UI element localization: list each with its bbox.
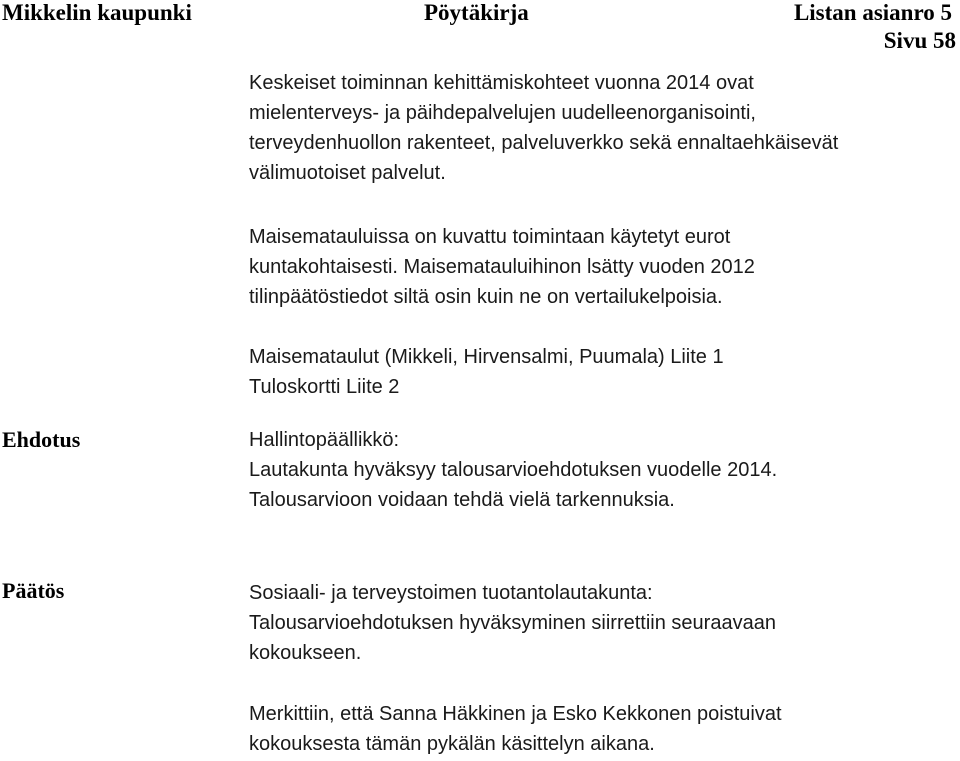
- text-line: Maisemataulut (Mikkeli, Hirvensalmi, Puumala) Liite 1: [249, 346, 724, 368]
- paatos-label: Päätös: [2, 578, 65, 603]
- list-item-number: Listan asianro 5: [793, 0, 952, 25]
- paatos-content: [249, 578, 949, 668]
- text-line: Talousarvioon voidaan tehdä vielä tarkennuksia.: [249, 489, 675, 511]
- paatos-note: [249, 699, 949, 759]
- text-line: Tuloskortti Liite 2: [249, 376, 400, 398]
- text-line: Keskeiset toiminnan kehittämiskohteet vuonna 2014 ovat: [249, 72, 754, 94]
- paragraph-attachments: [249, 342, 949, 402]
- paragraph-development-targets: [249, 68, 949, 188]
- ehdotus-label: Ehdotus: [2, 427, 81, 452]
- text-line: Talousarvioehdotuksen hyväksyminen siirrettiin seuraavaan: [249, 612, 776, 634]
- text-line: Maisematauluissa on kuvattu toimintaan käytetyt eurot: [249, 226, 731, 248]
- page-header: [0, 0, 960, 60]
- document-type: Pöytäkirja: [424, 0, 529, 25]
- text-line: mielenterveys- ja päihdepalvelujen uudelleenorganisointi,: [249, 102, 756, 124]
- text-line: Merkittiin, että Sanna Häkkinen ja Esko Kekkonen poistuivat: [249, 703, 782, 725]
- text-line: tilinpäätöstiedot siltä osin kuin ne on vertailukelpoisia.: [249, 286, 723, 308]
- text-line: Lautakunta hyväksyy talousarvioehdotuksen vuodelle 2014.: [249, 459, 778, 481]
- text-line: kokoukseen.: [249, 642, 362, 664]
- text-line: Hallintopäällikkö:: [249, 429, 400, 451]
- organization-name: Mikkelin kaupunki: [2, 0, 192, 25]
- paragraph-landscape-tables: [249, 222, 949, 312]
- page-number: Sivu 58: [883, 28, 956, 53]
- text-line: kuntakohtaisesti. Maisematauluihinon lsätty vuoden 2012: [249, 256, 755, 278]
- text-line: terveydenhuollon rakenteet, palveluverkko sekä ennaltaehkäisevät: [249, 132, 839, 154]
- text-line: Sosiaali- ja terveystoimen tuotantolautakunta:: [249, 582, 653, 604]
- ehdotus-content: [249, 425, 949, 515]
- text-line: välimuotoiset palvelut.: [249, 162, 446, 184]
- text-line: kokouksesta tämän pykälän käsittelyn aikana.: [249, 733, 655, 755]
